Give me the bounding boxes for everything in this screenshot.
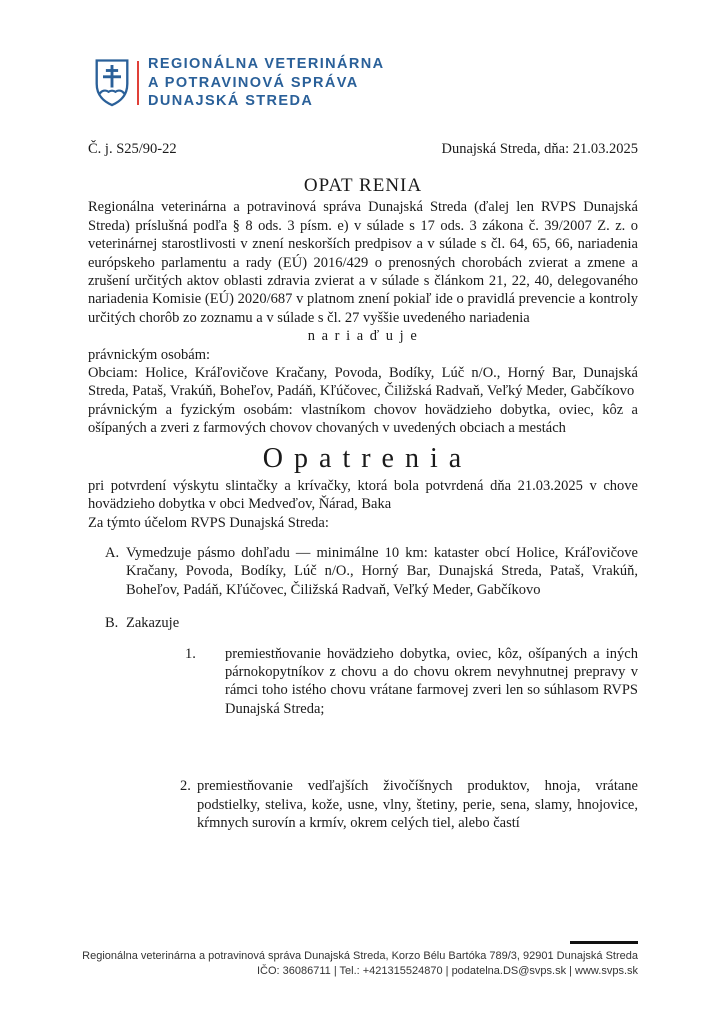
org-name (148, 55, 385, 111)
place-and-date: Dunajská Streda, dňa: 21.03.2025 (441, 141, 638, 157)
reference-number: Č. j. S25/90-22 (88, 141, 177, 157)
document-body (88, 140, 638, 832)
purpose-line: Za týmto účelom RVPS Dunajská Streda: (88, 514, 329, 531)
prohibition-item-2 (180, 777, 638, 832)
slovak-coat-of-arms-icon (94, 57, 130, 109)
section-b-label: B. (105, 615, 119, 632)
section-a (105, 544, 638, 599)
logo-divider (137, 61, 139, 105)
section-a-label: A. (105, 544, 120, 561)
addressee-owners-paragraph: právnickým a fyzickým osobám: vlastníkom chovov hovädzieho dobytka, oviec, kôz a ošípaných a zveri z farmových chovov chovaných v uvedených obciach a mestách (88, 401, 638, 437)
section-b-text: Zakazuje (126, 615, 180, 632)
document-title: OPAT RENIA (303, 175, 423, 197)
prohibition-2-text: premiestňovanie vedľajších živočíšnych produktov, hnoja, vrátane podstielky, steliva, kože, usne, vlny, štetiny, perie, sena, slamy, hnojovice, kŕmnych surovín a krmív, okrem celých tiel, alebo častí (197, 778, 638, 831)
reference-row (88, 140, 638, 158)
org-name-line2: A POTRAVINOVÁ SPRÁVA (148, 74, 359, 91)
prohibition-item-1 (185, 645, 638, 719)
footer-rule (570, 941, 638, 944)
org-name-line1: REGIONÁLNA VETERINÁRNA (148, 56, 385, 72)
orders-word: n a r i a ď u j e (307, 328, 419, 345)
municipalities-paragraph: Obciam: Holice, Kráľovičove Kračany, Povoda, Bodíky, Lúč n/O., Horný Bar, Dunajská Streda, Pataš, Vrakúň, Boheľov, Padáň, Kľúčovec, Čiližská Radvaň, Veľký Meder, Gabčíkovo (88, 365, 638, 400)
org-name-line3: DUNAJSKÁ STREDA (148, 93, 314, 109)
confirmation-paragraph: pri potvrdení výskytu slintačky a krívačky, ktorá bola potvrdená dňa 21.03.2025 v chove hovädzieho dobytka v obci Medveďov, Ňárad, Baka (88, 477, 638, 513)
page-footer (82, 941, 638, 979)
prohibition-2-number: 2. (180, 778, 191, 795)
section-b (105, 614, 638, 632)
addressee-legal-persons: právnickým osobám: (88, 346, 211, 363)
footer-address: Regionálna veterinárna a potravinová správa Dunajská Streda, Korzo Bélu Bartóka 789/3, 92901 Dunajská Streda (82, 950, 638, 962)
letterhead-logo (94, 55, 385, 111)
footer-contacts: IČO: 36086711 | Tel.: +421315524870 | podatelna.DS@svps.sk | www.svps.sk (256, 965, 638, 977)
prohibition-1-text: premiestňovanie hovädzieho dobytka, oviec, kôz, ošípaných a iných párnokopytníkov z chovu a do chovu okrem nevyhnutnej prepravy v rámci toho istého chovu vrátane farmovej zveri len so súhlasom RVPS Dunajská Streda; (225, 645, 638, 717)
intro-paragraph: Regionálna veterinárna a potravinová správa Dunajská Streda (ďalej len RVPS Dunajská Streda) príslušná podľa § 8 ods. 3 písm. e) v súlade s 17 ods. 3 zákona č. 39/2007 Z. z. o veterinárnej starostlivosti v znení neskorších predpisov a v súlade s čl. 64, 65, 66, nariadenia európskeho parlamentu a rady (EÚ) 2016/429 o prenosných chorobách zvierat a zmene a zrušení určitých aktov oblasti zdravia zvierat a v súlade s článkom 21, 22, 40, delegovaného nariadenia Komisie (EÚ) 2020/687 v platnom znení pokiaľ ide o pravidlá prevencie a kontroly určitých chorôb zo zoznamu a v súlade s čl. 27 vyššie uvedeného nariadenia (88, 199, 638, 326)
section-a-text: Vymedzuje pásmo dohľadu — minimálne 10 km: kataster obcí Holice, Kráľovičove Kračany, Povoda, Bodíky, Lúč n/O., Horný Bar, Dunajská Streda, Pataš, Vrakúň, Boheľov, Padáň, Kľúčovec, Čiližská Radvaň, Veľký Meder, Gabčíkovo (126, 544, 638, 598)
prohibition-1-number: 1. (185, 645, 196, 662)
measures-title: O p a t r e n i a (262, 442, 464, 474)
